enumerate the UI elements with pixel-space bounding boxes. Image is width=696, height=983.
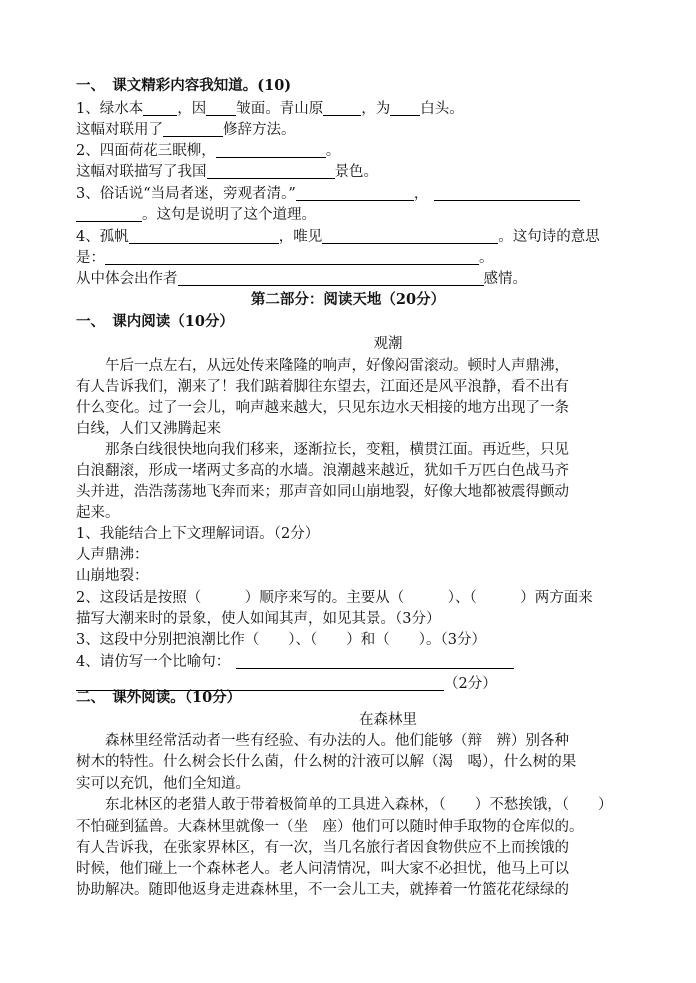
r1-q1: 1、我能结合上下文理解词语。（2分） (76, 526, 320, 542)
passage2-line: 不怕碰到猛兽。大森林里就像一（坐 座）他们可以随时伸手取物的仓库似的。 (76, 819, 584, 835)
q1-text-4: ，为 (361, 101, 391, 117)
q4-line-a (76, 227, 600, 247)
passage2-line: 东北林区的老猎人敢于带着极简单的工具进入森林，（ ）不愁挨饿，（ ） (76, 797, 613, 813)
q1-text-5: 白头。 (420, 101, 464, 117)
passage2-title: 在森林里 (359, 712, 417, 728)
part2-title: 第二部分：阅读天地（20分） (250, 291, 446, 308)
passage1-line: 白浪翻滚，形成一堵两丈多高的水墙。浪潮越来越近，犹如千万匹白色战马齐 (76, 463, 569, 479)
passage2-line: 实可以充饥，他们全知道。 (76, 776, 250, 792)
q4b-text-1: 是： (76, 250, 105, 266)
q3-line-b (76, 205, 316, 225)
passage1-line: 起来。 (76, 505, 120, 521)
q4-line-c (76, 269, 527, 289)
q4c-text-1: 从中体会出作者 (76, 271, 178, 287)
q3-text-1: 3、俗话说“当局者迷，旁观者清。” (76, 186, 296, 202)
r1-q2-line-b: 描写大潮来时的景象，使人如闻其声，如见其景。（3分） (76, 611, 441, 627)
r1-q1-term1: 人声鼎沸： (76, 547, 149, 563)
blank[interactable] (434, 185, 580, 201)
passage2-line: 有人告诉我，在张家界林区，有一次，当几名旅行者因食物供应不上而挨饿的 (76, 840, 569, 856)
passage2-line: 时候，他们碰上一个森林老人。老人问清情况，叫大家不必担忧，他马上可以 (76, 861, 569, 877)
blank[interactable] (323, 100, 361, 116)
passage2-line: 树木的特性。什么树会长什么菌，什么树的汁液可以解（渴 喝），什么树的果 (76, 754, 577, 770)
blank[interactable] (390, 100, 420, 116)
blank[interactable] (129, 228, 279, 244)
passage1-line: 什么变化。过了一会儿，响声越来越大，只见东边水天相接的地方出现了一条 (76, 400, 569, 416)
q2-line-a (76, 141, 340, 161)
section1-heading: 一、 课文精彩内容我知道。(10) (76, 77, 292, 94)
reading1-heading: 一、 课内阅读（10分） (76, 313, 234, 330)
q4c-text-2: 感情。 (483, 271, 527, 287)
r1-q4-line-a (76, 652, 514, 672)
q1-text-2: ，因 (177, 101, 207, 117)
q1-text-1: 1、绿水本 (76, 101, 144, 117)
q1b-text-1: 这幅对联用了 (76, 122, 163, 138)
blank[interactable] (206, 100, 236, 116)
q3-line-a (76, 184, 580, 204)
r1-q2-line-a: 2、这段话是按照（ ）顺序来写的。主要从（ ）、（ ）两方面来 (76, 590, 593, 606)
q2-line-b (76, 162, 378, 182)
blank[interactable] (143, 100, 177, 116)
passage1-title: 观潮 (373, 336, 403, 352)
blank[interactable] (207, 163, 335, 179)
q1b-text-2: 修辞方法。 (223, 122, 296, 138)
q2b-text-1: 这幅对联描写了我国 (76, 164, 207, 180)
passage2-line: 森林里经常活动者一些有经验、有办法的人。他们能够（辩 辨）别各种 (76, 733, 569, 749)
blank[interactable] (296, 185, 414, 201)
q2-text-1: 2、四面荷花三眠柳， (76, 143, 216, 159)
r1-q4-score: （2分） (444, 676, 497, 692)
passage1-line: 白线，人们又沸腾起来 (76, 421, 221, 437)
r1-q4-text: 4、请仿写一个比喻句： (76, 654, 231, 670)
q4-line-b (76, 248, 494, 268)
passage1-line: 那条白线很快地向我们移来，逐渐拉长，变粗，横贯江面。再近些，只见 (76, 442, 569, 458)
q1-line-b (76, 120, 296, 140)
q4-text-1: 4、孤帆 (76, 229, 129, 245)
passage2-line: 协助解决。随即他返身走进森林里，不一会儿工夫，就捧着一竹篮花花绿绿的 (76, 882, 569, 898)
q2-text-2: 。 (325, 143, 341, 159)
blank[interactable] (216, 142, 326, 158)
blank[interactable] (105, 249, 479, 265)
blank[interactable] (163, 121, 223, 137)
passage1-line: 午后一点左右，从远处传来隆隆的响声，好像闷雷滚动。顿时人声鼎沸， (76, 358, 569, 374)
q4-text-3: 。这句诗的意思 (498, 229, 600, 245)
passage1-line: 有人告诉我们，潮来了！我们踮着脚往东望去，江面还是风平浪静，看不出有 (76, 379, 569, 395)
r1-q3: 3、这段中分别把浪潮比作（ ）、（ ）和（ ）。（3分） (76, 632, 486, 648)
q1-line-a (76, 99, 464, 119)
blank[interactable] (236, 653, 514, 669)
blank[interactable] (322, 228, 498, 244)
blank[interactable] (178, 270, 484, 286)
q3b-text-1: 。这句是说明了这个道理。 (142, 207, 316, 223)
q2b-text-2: 景色。 (334, 164, 378, 180)
q4-text-2: ，唯见 (278, 229, 323, 245)
q3-text-2: ， (413, 186, 429, 202)
reading2-heading: 二、 课外阅读。（10分） (76, 689, 242, 706)
blank[interactable] (76, 206, 142, 222)
passage1-line: 头并进，浩浩荡荡地飞奔而来；那声音如同山崩地裂，好像大地都被震得颤动 (76, 484, 569, 500)
q4b-text-2: 。 (479, 250, 494, 266)
r1-q1-term2: 山崩地裂： (76, 568, 149, 584)
q1-text-3: 皱面。青山原 (236, 101, 324, 117)
